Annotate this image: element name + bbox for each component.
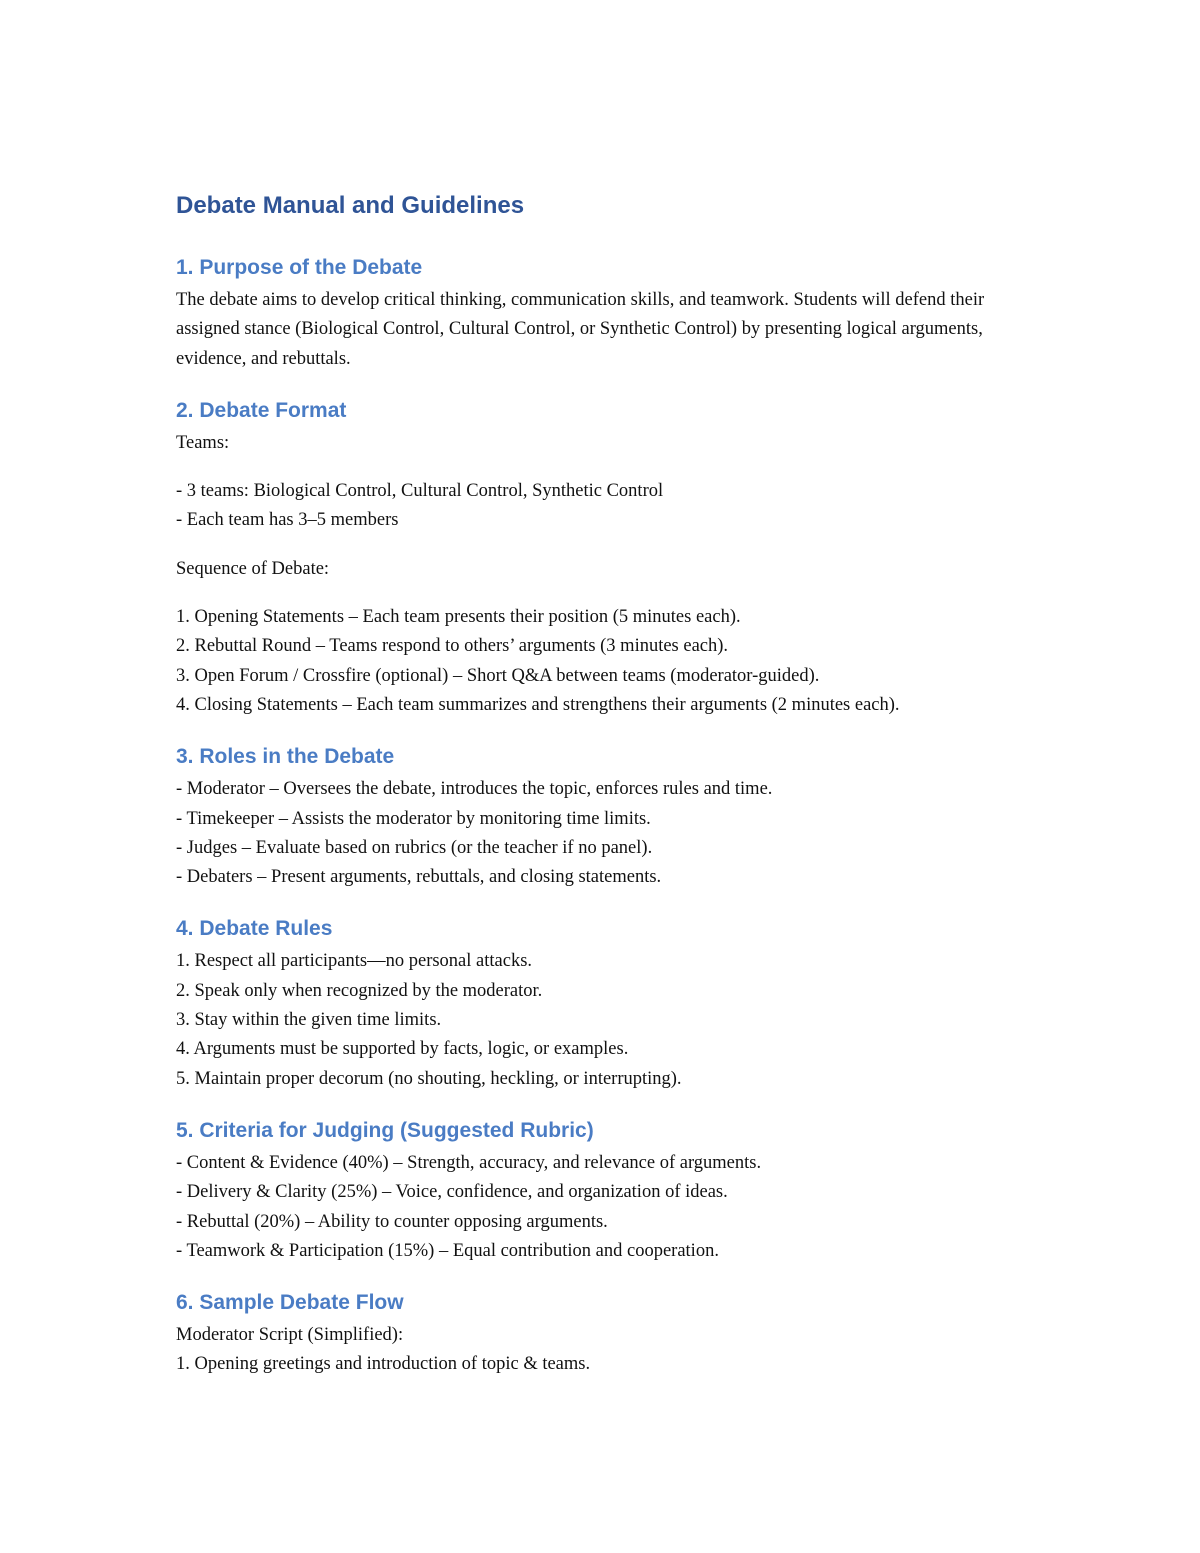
- section-format: [176, 396, 1036, 720]
- document-title: Debate Manual and Guidelines: [176, 192, 525, 219]
- section-sample-flow: [176, 1288, 1036, 1380]
- section-heading: 3. Roles in the Debate: [176, 745, 395, 769]
- list-item: - Teamwork & Participation (15%) – Equal contribution and cooperation.: [176, 1240, 719, 1261]
- section-paragraph: The debate aims to develop critical thinking, communication skills, and teamwork. Students will defend their assigned stance (Biological Control, Cultural Control, or Synthetic Control) by presenting logical arguments, evidence, and rebuttals.: [176, 290, 985, 369]
- list-item: - Each team has 3–5 members: [176, 510, 399, 531]
- list-item: 1. Respect all participants—no personal attacks.: [176, 951, 533, 972]
- list-item: Moderator Script (Simplified):: [176, 1325, 404, 1346]
- list-item: 5. Maintain proper decorum (no shouting, heckling, or interrupting).: [176, 1068, 682, 1089]
- section-purpose: [176, 253, 1036, 374]
- list-item: - Judges – Evaluate based on rubrics (or the teacher if no panel).: [176, 837, 653, 858]
- section-heading: 6. Sample Debate Flow: [176, 1291, 404, 1315]
- list-item: 1. Opening greetings and introduction of topic & teams.: [176, 1354, 591, 1375]
- list-item: - Rebuttal (20%) – Ability to counter opposing arguments.: [176, 1211, 608, 1232]
- list-item: 4. Closing Statements – Each team summarizes and strengthens their arguments (2 minutes each).: [176, 694, 900, 715]
- section-roles: [176, 742, 1036, 892]
- list-item: 3. Stay within the given time limits.: [176, 1010, 442, 1031]
- document-page: [176, 190, 1036, 1402]
- section-heading: 2. Debate Format: [176, 398, 347, 422]
- section-rules: [176, 914, 1036, 1093]
- sequence-label: Sequence of Debate:: [176, 558, 330, 579]
- list-item: - Timekeeper – Assists the moderator by monitoring time limits.: [176, 808, 651, 829]
- list-item: 2. Speak only when recognized by the moderator.: [176, 980, 543, 1001]
- list-item: 1. Opening Statements – Each team presents their position (5 minutes each).: [176, 607, 741, 628]
- teams-label: Teams:: [176, 432, 230, 453]
- list-item: 4. Arguments must be supported by facts, logic, or examples.: [176, 1039, 629, 1060]
- list-item: - Delivery & Clarity (25%) – Voice, confidence, and organization of ideas.: [176, 1182, 728, 1203]
- list-item: - Debaters – Present arguments, rebuttals, and closing statements.: [176, 867, 662, 888]
- list-item: - Moderator – Oversees the debate, introduces the topic, enforces rules and time.: [176, 779, 773, 800]
- section-criteria: [176, 1116, 1036, 1266]
- section-heading: 1. Purpose of the Debate: [176, 256, 423, 279]
- list-item: - 3 teams: Biological Control, Cultural Control, Synthetic Control: [176, 481, 664, 502]
- list-item: - Content & Evidence (40%) – Strength, accuracy, and relevance of arguments.: [176, 1152, 762, 1173]
- list-item: 3. Open Forum / Crossfire (optional) – Short Q&A between teams (moderator-guided).: [176, 665, 820, 686]
- list-item: 2. Rebuttal Round – Teams respond to others’ arguments (3 minutes each).: [176, 636, 729, 657]
- section-heading: 5. Criteria for Judging (Suggested Rubric): [176, 1118, 594, 1142]
- section-heading: 4. Debate Rules: [176, 917, 333, 941]
